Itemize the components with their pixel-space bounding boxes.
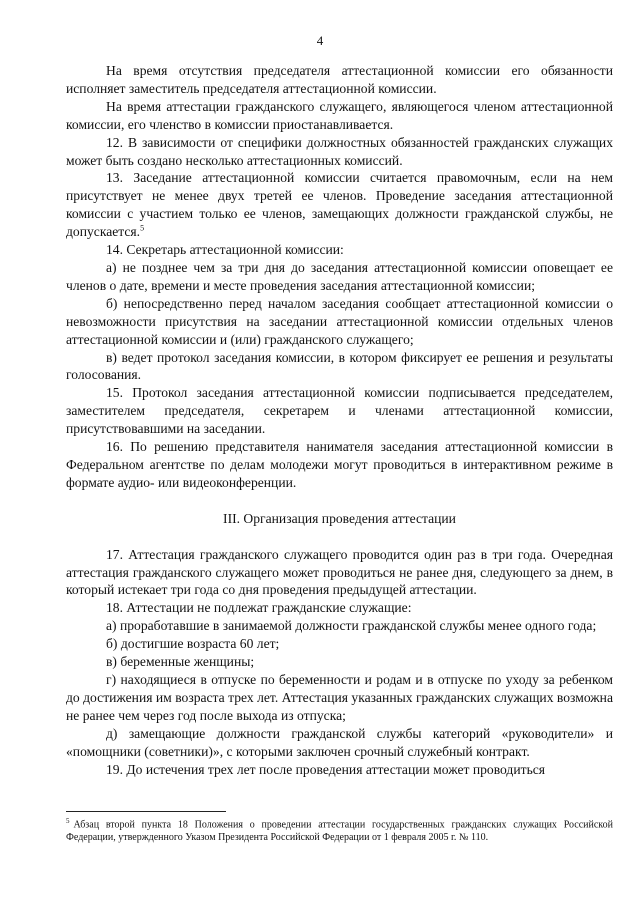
paragraph: д) замещающие должности гражданской службы категорий «руководители» и «помощники (советники)», с которыми заключен срочный служебный контракт.: [66, 725, 613, 759]
paragraph-text: 13. Заседание аттестационной комиссии считается правомочным, если на нем присутствует не менее двух третей ее членов. Проведение заседания аттестационной комиссии с участием только ее членов, замещающих должности гражданской службы, не допускается.: [66, 170, 613, 240]
paragraph: На время аттестации гражданского служащего, являющегося членом аттестационной комиссии, его членство в комиссии приостанавливается.: [66, 98, 613, 132]
footnote: [66, 815, 613, 844]
paragraph: в) беременные женщины;: [106, 654, 255, 670]
paragraph: На время отсутствия председателя аттестационной комиссии его обязанности исполняет заместитель председателя аттестационной комиссии.: [66, 63, 613, 96]
footnote-text: Абзац второй пункта 18 Положения о проведении аттестации государственных гражданских служащих Российской Федерации, утвержденного Указом Президента Российской Федерации от 1 февраля 2005 г. № 110.: [66, 819, 613, 844]
paragraph: 15. Протокол заседания аттестационной комиссии подписывается председателем, заместителем председателя, секретарем и членами аттестационной комиссии, присутствовавшими на заседании.: [66, 385, 613, 437]
footnote-mark: 5: [66, 817, 70, 825]
footnote-reference: 5: [140, 223, 145, 233]
paragraph: 17. Аттестация гражданского служащего проводится один раз в три года. Очередная аттестация гражданского служащего может проводиться не ранее дня, следующего за днем, в который истекает три года со дня проведения предыдущей аттестации.: [66, 546, 613, 598]
section-heading: III. Организация проведения аттестации: [223, 510, 456, 526]
paragraph: 16. По решению представителя нанимателя заседания аттестационной комиссии в Федеральном агентстве по делам молодежи могут проводиться в интерактивном режиме в формате аудио- или видеоконференции.: [66, 439, 613, 490]
paragraph: в) ведет протокол заседания комиссии, в котором фиксирует ее решения и результаты голосования.: [66, 349, 613, 383]
paragraph: а) не позднее чем за три дня до заседания аттестационной комиссии оповещает ее членов о дате, времени и месте проведения заседания аттестационной комиссии;: [66, 259, 613, 293]
paragraph: 19. До истечения трех лет после проведения аттестации может проводиться: [106, 761, 546, 777]
paragraph: 14. Секретарь аттестационной комиссии:: [106, 242, 344, 258]
footnote-divider: [66, 811, 226, 812]
paragraph: г) находящиеся в отпуске по беременности и родам и в отпуске по уходу за ребенком до достижения им возраста трех лет. Аттестация указанных гражданских служащих возможна не ранее чем через год после выхода из отпуска;: [66, 672, 613, 723]
paragraph: 18. Аттестации не подлежат гражданские служащие:: [106, 600, 412, 616]
document-body: [66, 62, 613, 778]
page-number: 4: [316, 33, 324, 48]
paragraph: 12. В зависимости от специфики должностных обязанностей гражданских служащих может быть создано несколько аттестационных комиссий.: [66, 134, 613, 168]
paragraph: а) проработавшие в занимаемой должности гражданской службы менее одного года;: [106, 618, 597, 634]
paragraph: [66, 169, 613, 241]
paragraph: б) непосредственно перед началом заседания сообщает аттестационной комиссии о невозможности присутствия на заседании аттестационной комиссии отдельных членов аттестационной комиссии и (или) гражданского служащего;: [66, 295, 613, 347]
paragraph: б) достигшие возраста 60 лет;: [106, 636, 280, 652]
